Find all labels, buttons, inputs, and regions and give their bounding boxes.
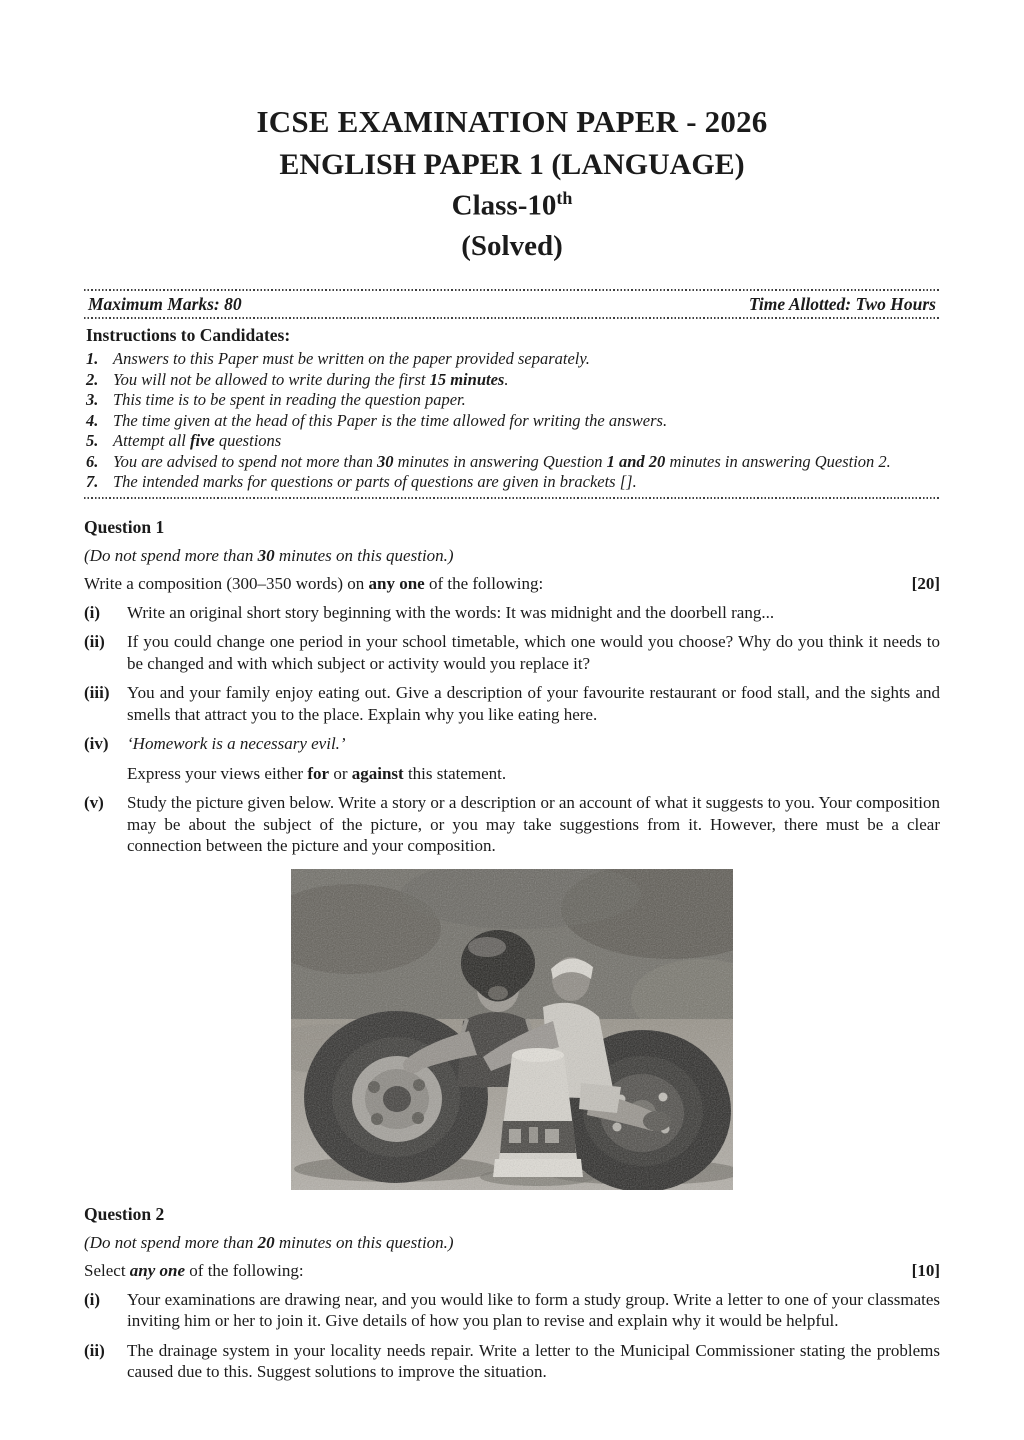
question1-marks: [20] [911,573,940,593]
class-text: Class-10 [451,189,557,222]
question1-heading: Question 1 [84,516,165,537]
item-text: ‘Homework is a necessary evil.’ [127,734,346,754]
instruction-item [86,472,938,492]
item-label: (ii) [84,1340,105,1360]
item-label: (iii) [84,683,110,703]
instruction-item [86,370,938,390]
item-label: (iv) [84,734,109,754]
item-text: Study the picture given below. Write a story or a description or an account of what it suggests to you. Your composition may be about the subject of the picture, or you may take suggestions from it. However, there must be a clear connection between the picture and your composition. [127,793,940,856]
title-block [84,104,940,263]
class-line [84,188,940,223]
item-text: You and your family enjoy eating out. Give a description of your favourite restaurant or food stall, and the sights and smells that attract you to the place. Explain why you like eating here. [127,683,940,724]
instruction-item [86,411,938,431]
instruction-item [86,390,938,410]
instruction-text: The time given at the head of this Paper is the time allowed for writing the answers. [113,410,668,430]
question-item [84,682,940,725]
question-item [84,792,940,857]
question2-section [84,1204,940,1383]
item-text: Write an original short story beginning with the words: It was midnight and the doorbell rang... [127,602,775,622]
page-content [84,0,940,1383]
question2-intro-row [84,1261,940,1281]
photo-grain-overlay [291,869,733,1190]
item-label: (ii) [84,632,105,652]
instructions-block [84,319,940,497]
question2-heading: Question 2 [84,1203,165,1224]
exam-title: ICSE EXAMINATION PAPER - 2026 [256,104,768,139]
item-label: (i) [84,602,101,622]
instruction-item [86,431,938,451]
item-label [84,763,127,785]
question-item [84,1289,940,1332]
item-text: The drainage system in your locality needs repair. Write a letter to the Municipal Commissioner stating the problems caused due to this. Suggest solutions to improve the situation. [127,1340,940,1382]
question1-intro: Write a composition (300–350 words) on any one of the following: [84,573,544,593]
question-item [84,763,940,785]
exam-photo-illustration [291,869,733,1190]
time-allotted: Time Allotted: Two Hours [748,294,936,315]
item-label: (v) [84,793,104,813]
instruction-number: 1. [86,349,99,369]
item-text: If you could change one period in your school timetable, which one would you choose? Why do you think it needs to be changed and with which subject or activity would you replace it? [127,632,940,673]
instruction-number: 6. [86,451,99,471]
question-item [84,733,940,755]
question2-marks: [10] [911,1260,940,1280]
instructions-heading: Instructions to Candidates: [86,325,291,346]
class-superscript: th [556,187,573,208]
item-text: Your examinations are drawing near, and you would like to form a study group. Write a letter to one of your classmates inviting him or her to join it. Give details of how you plan to revise and explain why it would be helpful. [127,1289,940,1331]
instruction-text: You will not be allowed to write during the first 15 minutes. [113,369,509,389]
meta-block [84,289,940,499]
instruction-text: Answers to this Paper must be written on the paper provided separately. [113,349,590,369]
question1-section [84,517,940,1190]
question1-note: (Do not spend more than 30 minutes on this question.) [84,545,454,565]
instruction-number: 5. [86,431,99,451]
question-item [84,1340,940,1383]
dotted-divider-bottom [84,497,940,499]
instruction-number: 4. [86,410,99,430]
instruction-text: This time is to be spent in reading the question paper. [113,390,466,410]
instruction-item [86,452,938,472]
instruction-number: 2. [86,369,99,389]
meta-row [84,291,940,317]
instruction-number: 7. [86,472,99,492]
item-label: (i) [84,1289,101,1309]
solved-line: (Solved) [461,229,563,262]
instruction-number: 3. [86,390,99,410]
instruction-text: The intended marks for questions or parts of questions are given in brackets []. [113,472,637,492]
question2-note: (Do not spend more than 20 minutes on this question.) [84,1232,454,1252]
question-item [84,602,940,624]
maximum-marks: Maximum Marks: 80 [88,294,242,315]
instruction-text: You are advised to spend not more than 30 minutes in answering Question 1 and 20 minutes in answering Question 2. [113,451,891,471]
subject-title: ENGLISH PAPER 1 (LANGUAGE) [279,147,745,181]
item-text: Express your views either for or against this statement. [127,763,507,783]
instruction-text: Attempt all five questions [113,431,282,451]
question2-intro: Select any one of the following: [84,1260,304,1280]
question1-intro-row [84,574,940,594]
exam-photo [291,869,733,1190]
instruction-item [86,349,938,369]
question-item [84,631,940,674]
